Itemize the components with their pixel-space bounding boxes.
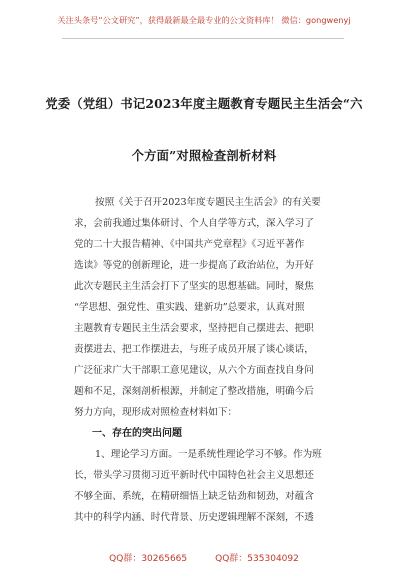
section-line: 不够全面、系统，在精研细悟上缺乏钻劲和韧劲，对蕴含 — [74, 491, 314, 502]
section-heading: 一、存在的突出问题 — [92, 428, 182, 439]
footer-qq-left: QQ群：30265665 — [109, 554, 188, 564]
document-title-line-1: 党委（党组）书记2023年度主题教育专题民主生活会“六 — [45, 96, 363, 111]
header-banner: 关注头条号“公文研究”，获得最新最全最专业的公文资料库！ 微信：gongwenyj — [57, 15, 351, 25]
intro-line: 主题教育专题民主生活会要求，坚持把自己摆进去、把职 — [74, 323, 314, 334]
intro-line: 努力方向，现形成对照检查材料如下： — [74, 407, 238, 418]
intro-line: 广泛征求广大干部职工意见建议，从六个方面查找自身问 — [74, 365, 314, 376]
intro-line: 求，会前我通过集体研讨、个人自学等方式，深入学习了 — [74, 218, 314, 229]
section-line: 其中的科学内涵、时代背景、历史逻辑理解不深刻，不透 — [74, 512, 314, 523]
section-line: 长，带头学习贯彻习近平新时代中国特色社会主义思想还 — [74, 470, 314, 481]
header-divider — [62, 38, 344, 39]
intro-line: “学思想、强党性、重实践、建新功”总要求，认真对照 — [74, 302, 305, 313]
document-title-line-2: 个方面”对照检查剖析材料 — [131, 148, 277, 163]
intro-line: 按照《关于召开2023年度专题民主生活会》的有关要 — [95, 197, 321, 208]
intro-line: 选读》等党的创新理论，进一步提高了政治站位，为开好 — [74, 260, 314, 271]
section-line: 1、理论学习方面。一是系统性理论学习不够。作为班 — [95, 449, 322, 460]
intro-line: 党的二十大报告精神、《中国共产党章程》《习近平著作 — [74, 239, 305, 250]
intro-line: 此次专题民主生活会打下了坚实的思想基础。同时，聚焦 — [74, 281, 314, 292]
intro-line: 题和不足，深刻剖析根源，并制定了整改措施，明确今后 — [74, 386, 314, 397]
footer-contact — [0, 553, 408, 565]
footer-qq-right: QQ群：535304092 — [215, 554, 299, 564]
intro-line: 责摆进去、把工作摆进去，与班子成员开展了谈心谈话， — [74, 344, 314, 355]
